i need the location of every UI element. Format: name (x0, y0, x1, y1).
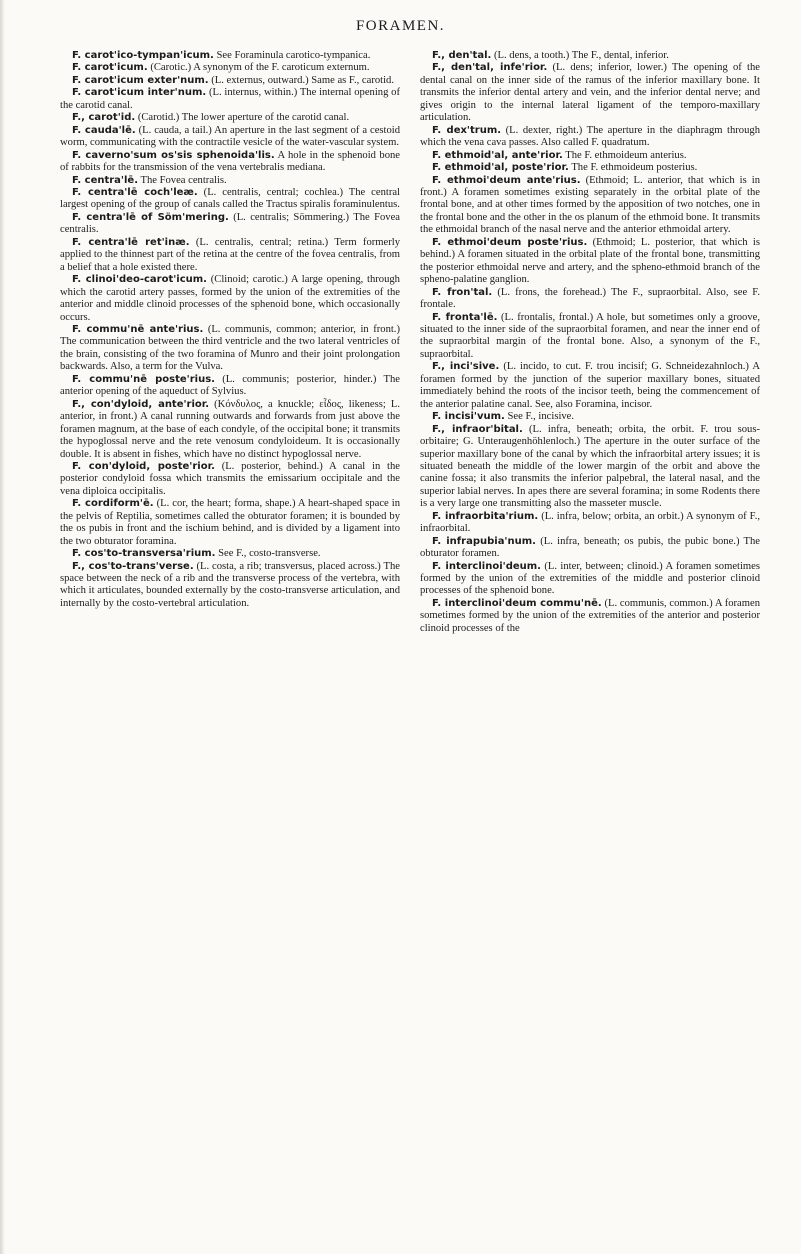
entry-headword: F. ethmoid'al, poste'rior. (432, 162, 569, 174)
dictionary-entry (60, 548, 400, 560)
entry-definition: A hole in the sphenoid bone of rabbits for the transmission of the vena vertebralis mediana. (60, 149, 400, 174)
entry-headword: F. interclinoi'deum commu'nē. (432, 597, 602, 609)
entry-headword: F., cos'to-trans'verse. (72, 560, 194, 572)
left-column (60, 50, 400, 610)
dictionary-entry (60, 150, 400, 175)
entry-definition: (Ethmoid; L. posterior, that which is behind.) A foramen situated in the orbital plate of the frontal bone, transmitting the posterior ethmoidal nerve and artery, and the spheno-ethmoid branch of the spheno-palatine ganglion. (420, 236, 760, 286)
entry-headword: F. infrapubia'num. (432, 535, 536, 547)
entry-definition: (L. cauda, a tail.) An aperture in the last segment of a cestoid worm, communicating with the contractile vesicle of the water-vascular system. (60, 124, 400, 149)
entry-definition: The Fovea centralis. (140, 174, 227, 186)
entry-definition: (Clinoid; carotic.) A large opening, through which the carotid artery passes, formed by the union of the extremities of the anterior and middle clinoid processes of the sphenoid bone, which occasionally occurs. (60, 274, 400, 323)
dictionary-entry (420, 598, 760, 635)
dictionary-entry (60, 237, 400, 274)
entry-definition: The F. ethmoideum posterius. (571, 162, 698, 174)
entry-headword: F. dex'trum. (432, 124, 502, 136)
dictionary-entry (60, 399, 400, 461)
dictionary-entry (420, 561, 760, 598)
entry-headword: F. carot'icum exter'num. (72, 74, 209, 86)
entry-headword: F. cos'to-transversa'rium. (72, 548, 216, 560)
entry-definition: (L. centralis; Sömmering.) The Fovea centralis. (60, 211, 400, 236)
entry-headword: F. centra'lē of Söm'mering. (72, 211, 229, 223)
dictionary-entry (60, 175, 400, 187)
dictionary-entry (60, 212, 400, 237)
entry-headword: F. ethmoi'deum poste'rius. (432, 236, 588, 248)
entry-definition: See Foraminula carotico-tympanica. (216, 50, 371, 61)
entry-definition: (Carotic.) A synonym of the F. caroticum externum. (150, 62, 370, 74)
entry-definition: (L. communis; posterior, hinder.) The anterior opening of the aqueduct of Sylvius. (60, 373, 400, 398)
entry-definition: (L. dexter, right.) The aperture in the diaphragm through which the vena cava passes. Also called F. quadratum. (420, 124, 760, 149)
dictionary-entry (60, 561, 400, 611)
entry-headword: F. caverno'sum os'sis sphenoida'lis. (72, 149, 275, 161)
entry-definition: (L. incido, to cut. F. trou incisif; G. Schneidezahnloch.) A foramen formed by the junction of the superior maxillary bones, situated immediately behind the roots of the incisor teeth, being the commencement of the anterior palatine canal. See, also Foramina, incisor. (420, 361, 761, 410)
dictionary-entry (60, 87, 400, 112)
entry-definition: (L. frontalis, frontal.) A hole, but sometimes only a groove, situated to the inner side of the supraorbital foramen, and near the inner end of the supraorbital margin of the frontal bone. Also, a synonym of the F., supraorbital. (420, 311, 760, 360)
entry-definition: (L. infra, beneath; orbita, the orbit. F. trou sous-orbitaire; G. Unteraugenhöhlenloch.) The aperture in the outer surface of the superior maxillary bone of the canal by which the infraorbital artery issues; it is situated beneath the middle of the lower margin of the orbit and above the canine fossa; it also transmits the inferior palpebral, the lateral nasal, and the superior labial nerves. In apes there are several foramina; in some Rodents there is a very large one transmitting also the masseter muscle. (420, 423, 760, 510)
dictionary-entry (420, 287, 760, 312)
entry-definition: (L. dens; inferior, lower.) The opening of the dental canal on the inner side of the ramus of the inferior maxillary bone. It transmits the inferior dental artery and vein, and the inferior dental nerve; and gives origin to the internal lateral ligament of the temporo-maxillary articulation. (420, 62, 760, 124)
dictionary-entry (420, 361, 760, 411)
dictionary-entry (420, 62, 760, 124)
entry-headword: F. cauda'lē. (72, 124, 136, 136)
entry-definition: (L. dens, a tooth.) The F., dental, inferior. (493, 50, 669, 61)
entry-headword: F. clinoi'deo-carot'icum. (72, 274, 207, 286)
entry-headword: F., infraor'bital. (432, 423, 523, 435)
entry-headword: F. centra'lē coch'leæ. (72, 186, 198, 198)
entry-definition: (L. internus, within.) The internal opening of the carotid canal. (60, 87, 400, 111)
dictionary-entry (420, 175, 760, 237)
entry-definition: (L. communis, common.) A foramen sometimes formed by the union of the extremities of the anterior and posterior clinoid processes of the (420, 597, 760, 634)
entry-definition: (L. centralis, central; cochlea.) The central largest opening of the group of canals called the Tractus spiralis foraminulentus. (60, 186, 401, 211)
dictionary-entry (420, 312, 760, 362)
entry-headword: F. ethmoi'deum ante'rius. (432, 174, 581, 186)
entry-definition: See F., incisive. (507, 411, 575, 423)
entry-headword: F. fron'tal. (432, 286, 493, 298)
dictionary-entry (60, 50, 400, 62)
entry-definition: (L. externus, outward.) Same as F., carotid. (211, 74, 394, 86)
dictionary-entry (60, 187, 400, 212)
entry-headword: F., den'tal, infe'rior. (432, 62, 548, 74)
entry-headword: F. interclinoi'deum. (432, 560, 541, 572)
dictionary-entry (420, 162, 760, 174)
entry-definition: (L. infra, below; orbita, an orbit.) A synonym of F., infraorbital. (420, 510, 760, 535)
entry-headword: F. commu'nē ante'rius. (72, 323, 204, 335)
entry-headword: F. commu'nē poste'rius. (72, 373, 215, 385)
entry-headword: F. carot'icum inter'num. (72, 87, 207, 99)
dictionary-entry (60, 125, 400, 150)
entry-headword: F. con'dyloid, poste'rior. (72, 460, 215, 472)
entry-headword: F. cordiform'ē. (72, 498, 154, 510)
dictionary-entry (60, 374, 400, 399)
entry-definition: (L. infra, beneath; os pubis, the pubic bone.) The obturator foramen. (420, 535, 760, 560)
entry-definition: (L. cor, the heart; forma, shape.) A heart-shaped space in the pelvis of Reptilia, sometimes called the obturator foramen; it is bounded by the os pubis in front and the ischium behind, and is divided by a ligament into the two obturator foramina. (60, 498, 400, 547)
entry-definition: (L. costa, a rib; transversus, placed across.) The space between the neck of a rib and the transverse process of the vertebra, with which it articulates, bounded externally by the costo-transverse articulation, and internally by the costo-vertebral articulation. (60, 560, 400, 609)
entry-headword: F. infraorbita'rium. (432, 510, 539, 522)
dictionary-entry (420, 150, 760, 162)
running-header: FORAMEN. (355, 18, 446, 34)
entry-headword: F., den'tal. (432, 50, 492, 61)
dictionary-entry (60, 324, 400, 374)
dictionary-entry (60, 112, 400, 124)
dictionary-entry (60, 62, 400, 74)
dictionary-entry (420, 237, 760, 287)
entry-definition: See F., costo-transverse. (218, 548, 321, 560)
right-column (420, 50, 760, 635)
dictionary-entry (60, 461, 400, 498)
entry-headword: F. centra'lē ret'inæ. (72, 236, 190, 248)
entry-headword: F., carot'id. (72, 112, 136, 124)
dictionary-entry (60, 75, 400, 87)
dictionary-entry (420, 511, 760, 536)
entry-definition: (L. posterior, behind.) A canal in the posterior condyloid fossa which transmits the emissarium occipitale and the vena diploica occipitalis. (60, 460, 400, 497)
entry-headword: F., con'dyloid, ante'rior. (72, 398, 210, 410)
entry-definition: (Κόνδυλος, a knuckle; εἶδος, likeness; L. anterior, in front.) A canal running outwards and forwards from just above the foramen magnum, at the base of each condyle, of the occipital bone; it transmits the hypoglossal nerve and the rete venosum condyloideum. It is occasionally double. It is absent in fishes, which have no distinct hypoglossal nerve. (60, 398, 400, 460)
entry-headword: F. ethmoid'al, ante'rior. (432, 149, 563, 161)
entry-headword: F. incisi'vum. (432, 411, 505, 423)
entry-definition: (L. frons, the forehead.) The F., supraorbital. Also, see F. frontale. (420, 286, 760, 311)
entry-headword: F. centra'lē. (72, 174, 139, 186)
entry-headword: F., inci'sive. (432, 361, 500, 373)
entry-headword: F. carot'ico-tympan'icum. (72, 50, 214, 61)
dictionary-entry (60, 274, 400, 324)
scan-edge-shadow (0, 0, 5, 1254)
dictionary-entry (420, 411, 760, 423)
dictionary-entry (420, 125, 760, 150)
entry-definition: (L. centralis, central; retina.) Term formerly applied to the thinnest part of the retina at the centre of the fovea centralis, from a belief that a hole existed there. (60, 236, 400, 273)
entry-definition: The F. ethmoideum anterius. (565, 149, 687, 161)
entry-definition: (L. communis, common; anterior, in front.) The communication between the third ventricle and the two lateral ventricles of the brain, consisting of the two foramina of Munro and their joint prolongation backwards. Also, a term for the Vulva. (60, 323, 400, 373)
entry-definition: (L. inter, between; clinoid.) A foramen sometimes formed by the union of the extremities of the middle and posterior clinoid processes of the sphenoid bone. (420, 560, 760, 597)
dictionary-entry (60, 498, 400, 548)
entry-headword: F. fronta'lē. (432, 311, 498, 323)
entry-definition: (Carotid.) The lower aperture of the carotid canal. (137, 112, 350, 124)
entry-definition: (Ethmoid; L. anterior, that which is in front.) A foramen sometimes existing separately in the orbital plate of the frontal bone, and at other times formed by the apposition of two notches, one in the frontal bone and the other in the os planum of the ethmoid bone. It transmits the ethmoidal branch of the nasal nerve and the anterior ethmoidal artery. (420, 174, 760, 236)
entry-headword: F. carot'icum. (72, 62, 148, 74)
dictionary-entry (420, 536, 760, 561)
dictionary-entry (420, 424, 760, 511)
dictionary-entry (420, 50, 760, 62)
